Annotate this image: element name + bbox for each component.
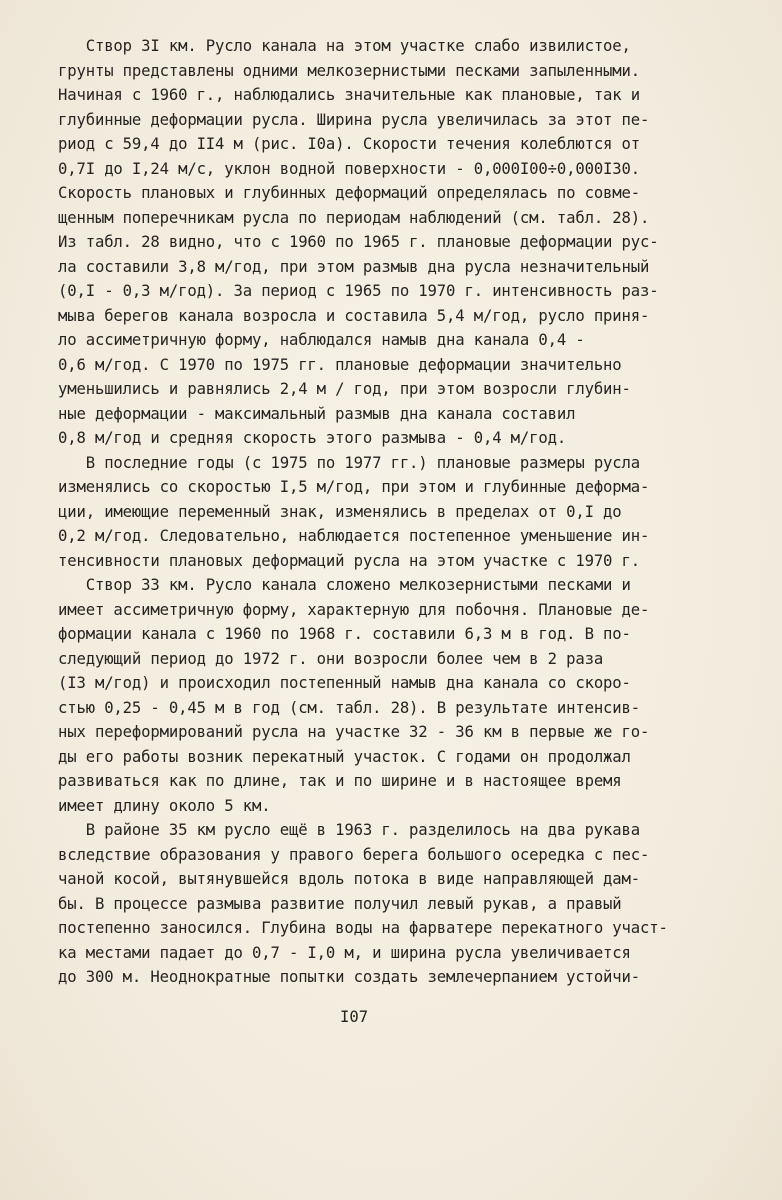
text-line: стью 0,25 - 0,45 м в год (см. табл. 28). В результате интенсив- <box>58 698 641 717</box>
text-line: бы. В процессе размыва развитие получил левый рукав, а правый <box>58 894 622 913</box>
text-line: до 300 м. Неоднократные попытки создать землечерпанием устойчи- <box>58 968 641 986</box>
text-line: (0,I - 0,3 м/год). За период с 1965 по 1970 г. интенсивность раз- <box>58 282 659 300</box>
text-line: ло ассиметричную форму, наблюдался намыв дна канала 0,4 - <box>58 331 585 349</box>
text-line: ные деформации - максимальный размыв дна канала составил <box>58 404 576 423</box>
text-line: 0,7I до I,24 м/с, уклон водной поверхности - 0,000I00÷0,000I30. <box>58 159 641 178</box>
text-line: Из табл. 28 видно, что с 1960 по 1965 г. плановые деформации рус- <box>58 233 659 251</box>
text-line: развиваться как по длине, так и по ширине и в настоящее время <box>58 772 622 790</box>
text-line: имеет ассиметричную форму, характерную для побочня. Плановые де- <box>58 600 650 619</box>
text-line: Створ 33 км. Русло канала сложено мелкозернистыми песками и <box>58 576 631 594</box>
text-line: вследствие образования у правого берега большого осередка с пес- <box>58 845 650 864</box>
text-line: ции, имеющие переменный знак, изменялись в пределах от 0,I до <box>58 502 622 521</box>
text-line: ных переформирований русла на участке 32 - 36 км в первые же го- <box>58 723 650 741</box>
text-line: грунты представлены одними мелкозернистыми песками запыленными. <box>58 61 641 80</box>
text-line: формации канала с 1960 по 1968 г. составили 6,3 м в год. В по- <box>58 625 631 643</box>
text-line: мыва берегов канала возросла и составила 5,4 м/год, русло приня- <box>58 306 650 325</box>
text-line: чаной косой, вытянувшейся вдоль потока в виде направляющей дам- <box>58 870 641 888</box>
text-line: ка местами падает до 0,7 - I,0 м, и ширина русла увеличивается <box>58 943 631 962</box>
text-line: постепенно заносился. Глубина воды на фарватере перекатного участ- <box>58 919 668 937</box>
body-text <box>58 34 748 990</box>
text-line: 0,6 м/год. С 1970 по 1975 гг. плановые деформации значительно <box>58 355 622 374</box>
text-line: Створ 3I км. Русло канала на этом участке слабо извилистое, <box>58 37 631 55</box>
text-line: В районе 35 км русло ещё в 1963 г. разделилось на два рукава <box>58 821 641 839</box>
text-line: уменьшились и равнялись 2,4 м / год, при этом возросли глубин- <box>58 380 631 398</box>
page-number: I07 <box>340 1008 369 1026</box>
text-line: ды его работы возник перекатный участок. С годами он продолжал <box>58 747 631 766</box>
text-line: тенсивности плановых деформаций русла на этом участке с 1970 г. <box>58 551 641 570</box>
text-line: 0,2 м/год. Следовательно, наблюдается постепенное уменьшение ин- <box>58 527 650 545</box>
text-line: В последние годы (с 1975 по 1977 гг.) плановые размеры русла <box>58 453 641 472</box>
text-line: риод с 59,4 до II4 м (рис. I0а). Скорости течения колеблются от <box>58 135 641 153</box>
text-line: (I3 м/год) и происходил постепенный намыв дна канала со скоро- <box>58 674 631 692</box>
text-line: Скорость плановых и глубинных деформаций определялась по совме- <box>58 184 641 202</box>
text-line: щенным поперечникам русла по периодам наблюдений (см. табл. 28). <box>58 208 650 227</box>
text-line: 0,8 м/год и средняя скорость этого размыва - 0,4 м/год. <box>58 429 567 447</box>
text-line: следующий период до 1972 г. они возросли более чем в 2 раза <box>58 649 604 668</box>
text-line: имеет длину около 5 км. <box>58 796 271 815</box>
text-line: изменялись со скоростью I,5 м/год, при этом и глубинные деформа- <box>58 478 650 496</box>
text-line: Начиная с 1960 г., наблюдались значительные как плановые, так и <box>58 86 641 104</box>
text-line: глубинные деформации русла. Ширина русла увеличилась за этот пе- <box>58 110 650 129</box>
text-line: ла составили 3,8 м/год, при этом размыв дна русла незначительный <box>58 257 650 276</box>
